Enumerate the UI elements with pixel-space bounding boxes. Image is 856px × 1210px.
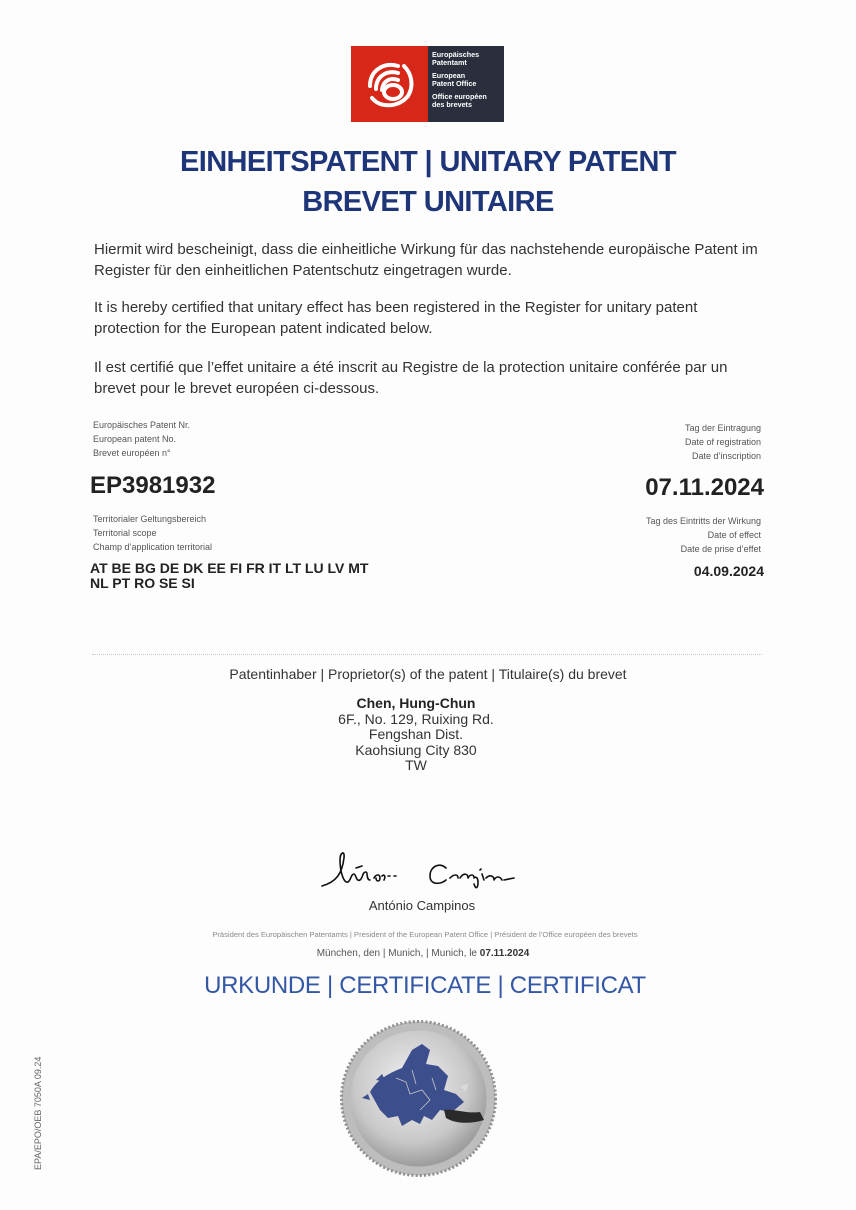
registration-date-label: Tag der Eintragung Date of registration Date d’inscription [684,423,761,461]
effect-date-label: Tag des Eintritts der Wirkung Date of effect Date de prise d’effet [645,516,761,554]
statement-en: It is hereby certified that unitary effect has been registered in the Register for unitary patent protection for the European patent indicated below. [94,299,698,337]
statement-fr: Il est certifié que l’effet unitaire a été inscrit au Registre de la protection unitaire conférée par un brevet pour le brevet européen ci-dessous. [94,359,728,397]
document-subtitle: BREVET UNITAIRE [302,186,554,218]
signatory-name: António Campinos [368,898,476,913]
proprietor-name: Chen, Hung-Chun [356,695,476,711]
proprietor-header: Patentinhaber | Proprietor(s) of the patent | Titulaire(s) du brevet [229,666,627,682]
epo-emblem-icon [351,46,428,122]
certificate-label: URKUNDE | CERTIFICATE | CERTIFICAT [204,972,646,999]
territorial-scope-states: AT BE BG DE DK EE FI FR IT LT LU LV MT NL PT RO SE SI [90,560,369,591]
place-and-date: München, den | Munich, | Munich, le 07.11.2024 [316,948,530,959]
section-divider [92,654,762,655]
territorial-scope-label: Territorialer Geltungsbereich Territorial scope Champ d’application territorial [93,514,213,552]
handwritten-signature [318,844,528,896]
europe-map-seal-icon [340,1020,497,1177]
patent-number: EP3981932 [90,472,216,499]
form-code: EPA/EPO/OEB 7050A 09.24 [33,1056,43,1170]
effect-date: 04.09.2024 [693,563,764,579]
document-title: EINHEITSPATENT | UNITARY PATENT [180,146,676,178]
proprietor-address: Chen, Hung-Chun 6F., No. 129, Ruixing Rd. Fengshan Dist. Kaohsiung City 830 TW [0,696,832,774]
registration-date: 07.11.2024 [645,474,764,501]
patent-number-label: Europäisches Patent Nr. European patent No. Brevet européen n° [93,420,191,458]
signatory-title: Präsident des Europäischen Patentamts | President of the European Patent Office | Président de l’Office européen des brevets [212,930,638,939]
epo-logo [351,46,504,122]
statement-de: Hiermit wird bescheinigt, dass die einheitliche Wirkung für das nachstehende europäische Patent im Register für den einheitlichen Patentschutz eingetragen wurde. [94,241,758,279]
epo-logo-text: Europäisches Patentamt European Patent Office Office européen des brevets [428,46,504,122]
